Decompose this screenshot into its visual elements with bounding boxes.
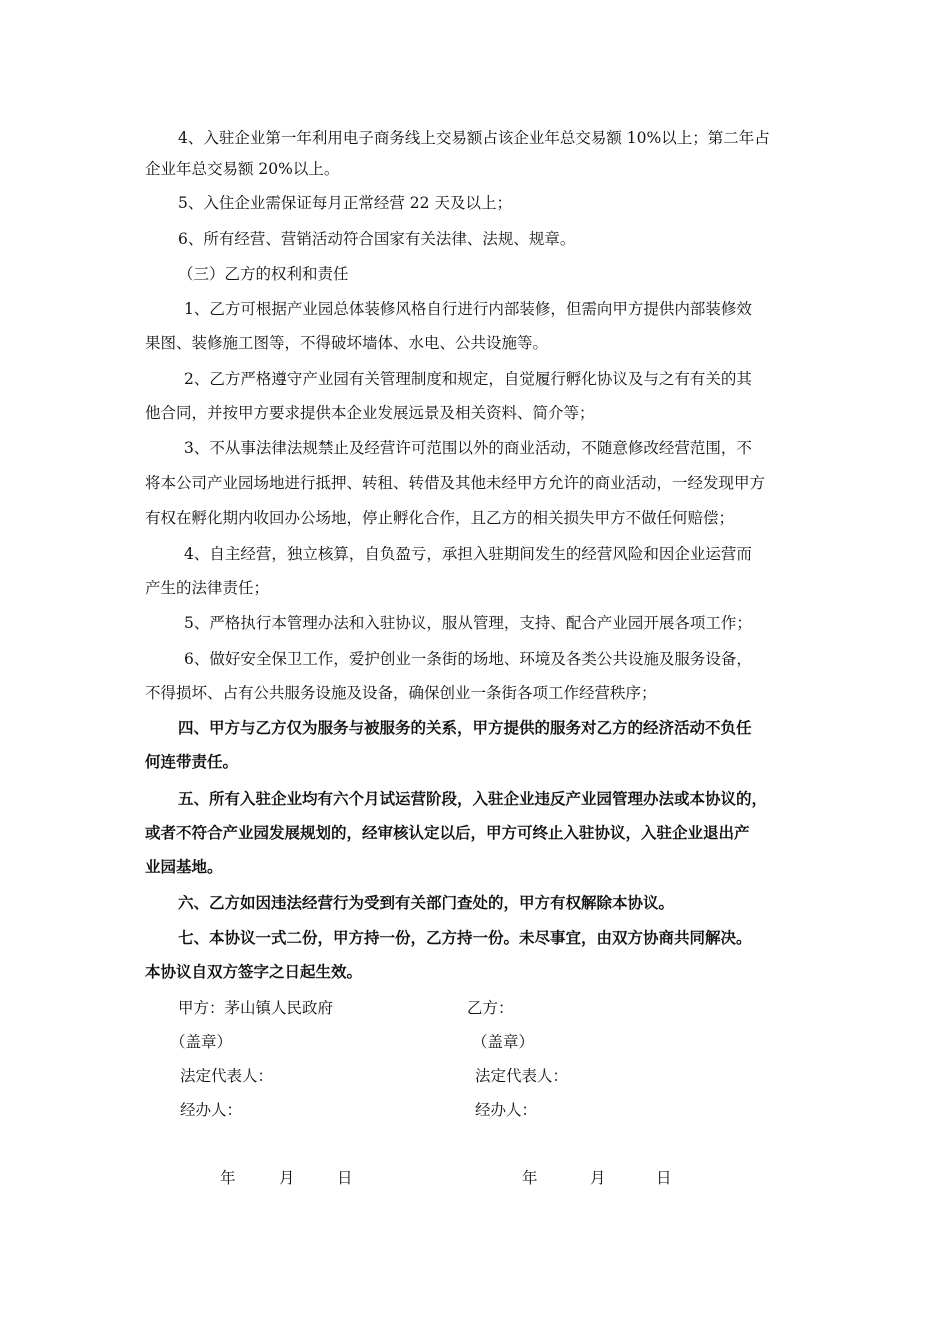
party-a-seal: （盖章） (170, 1033, 233, 1051)
b-item-4-line-2: 产生的法律责任； (145, 579, 270, 597)
section-3-heading: （三）乙方的权利和责任 (178, 265, 349, 283)
clause-7-line-2: 本协议自双方签字之日起生效。 (145, 962, 363, 981)
clause-4-line-2: 何连带责任。 (145, 752, 239, 771)
party-a-legal-rep: 法定代表人： (180, 1067, 274, 1085)
b-item-3-line-3: 有权在孵化期内收回办公场地，停止孵化合作，且乙方的相关损失甲方不做任何赔偿； (145, 509, 735, 527)
b-item-3-line-1: 3、不从事法律法规禁止及经营许可范围以外的商业活动，不随意修改经营范围，不 (184, 439, 752, 457)
clause-5-line-2: 或者不符合产业园发展规划的，经审核认定以后，甲方可终止入驻协议，入驻企业退出产 (145, 823, 750, 842)
b-item-1-line-1: 1、乙方可根据产业园总体装修风格自行进行内部装修，但需向甲方提供内部装修效 (184, 300, 752, 318)
b-item-5: 5、严格执行本管理办法和入驻协议，服从管理，支持、配合产业园开展各项工作； (184, 614, 752, 632)
party-b-handler: 经办人： (475, 1101, 538, 1119)
party-a-date-day: 日 (337, 1169, 353, 1187)
b-item-2-line-1: 2、乙方严格遵守产业园有关管理制度和规定，自觉履行孵化协议及与之有有关的其 (184, 370, 752, 388)
party-a-name: 甲方：茅山镇人民政府 (178, 999, 334, 1017)
party-b-date-year: 年 (522, 1169, 538, 1187)
item-4-line-2: 企业年总交易额 20%以上。 (145, 160, 340, 178)
b-item-6-line-1: 6、做好安全保卫工作，爱护创业一条街的场地、环境及各类公共设施及服务设备， (184, 650, 752, 668)
item-4-line-1: 4、入驻企业第一年利用电子商务线上交易额占该企业年总交易额 10%以上；第二年占 (178, 129, 770, 147)
clause-7-line-1: 七、本协议一式二份，甲方持一份，乙方持一份。未尽事宜，由双方协商共同解决。 (178, 928, 752, 947)
clause-4-line-1: 四、甲方与乙方仅为服务与被服务的关系，甲方提供的服务对乙方的经济活动不负任 (178, 718, 752, 737)
party-a-date-year: 年 (220, 1169, 236, 1187)
party-a-handler: 经办人： (180, 1101, 243, 1119)
b-item-3-line-2: 将本公司产业园场地进行抵押、转租、转借及其他未经甲方允许的商业活动，一经发现甲方 (145, 474, 766, 492)
b-item-4-line-1: 4、自主经营，独立核算，自负盈亏，承担入驻期间发生的经营风险和因企业运营而 (184, 545, 752, 563)
clause-6: 六、乙方如因违法经营行为受到有关部门查处的，甲方有权解除本协议。 (178, 893, 675, 912)
b-item-6-line-2: 不得损坏、占有公共服务设施及设备，确保创业一条街各项工作经营秩序； (145, 684, 657, 702)
party-b-date-month: 月 (590, 1169, 606, 1187)
b-item-1-line-2: 果图、装修施工图等，不得破坏墙体、水电、公共设施等。 (145, 334, 549, 352)
clause-5-line-1: 五、所有入驻企业均有六个月试运营阶段，入驻企业违反产业园管理办法或本协议的， (178, 789, 768, 808)
party-a-date-month: 月 (279, 1169, 295, 1187)
party-b-name: 乙方： (467, 999, 514, 1017)
item-5: 5、入住企业需保证每月正常经营 22 天及以上； (178, 194, 512, 212)
item-6: 6、所有经营、营销活动符合国家有关法律、法规、规章。 (178, 230, 576, 248)
b-item-2-line-2: 他合同，并按甲方要求提供本企业发展远景及相关资料、简介等； (145, 404, 595, 422)
party-b-seal: （盖章） (472, 1033, 535, 1051)
clause-5-line-3: 业园基地。 (145, 857, 223, 876)
party-b-legal-rep: 法定代表人： (475, 1067, 569, 1085)
party-b-date-day: 日 (656, 1169, 672, 1187)
